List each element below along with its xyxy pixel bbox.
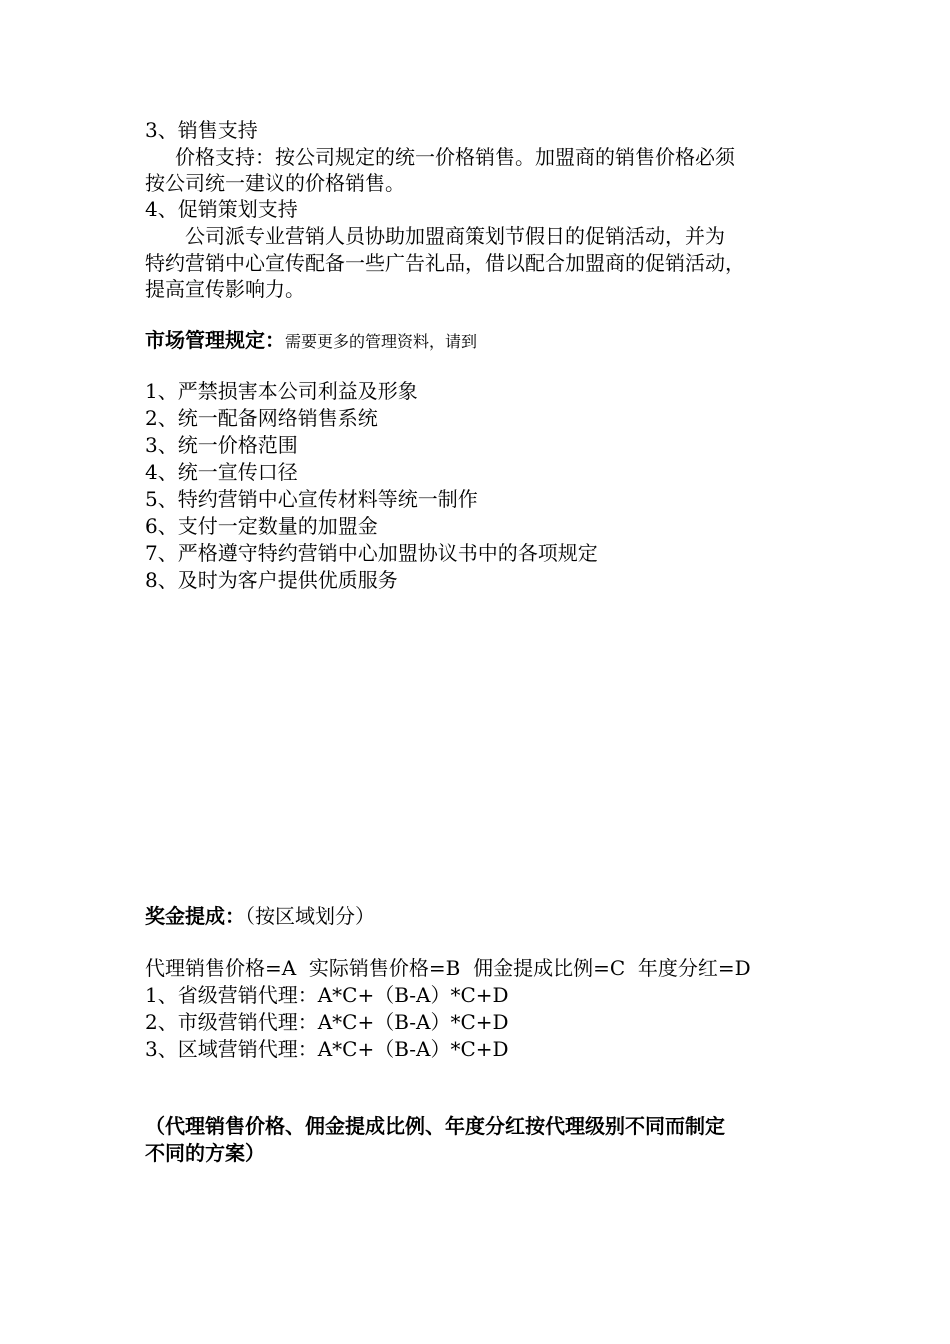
sales-support-heading: 3、销售支持 (145, 118, 258, 142)
bonus-formula-item: 2、市级营销代理：A*C+（B-A）*C+D (145, 1010, 509, 1034)
bonus-formula-item: 1、省级营销代理：A*C+（B-A）*C+D (145, 983, 509, 1007)
promotion-text-line3: 提高宣传影响力。 (145, 277, 305, 301)
market-rule-item: 1、严禁损害本公司利益及形象 (145, 379, 418, 403)
market-rules-note: 需要更多的管理资料，请到 (285, 332, 478, 351)
market-rules-title: 市场管理规定： (145, 328, 285, 352)
bonus-definitions: 代理销售价格=A 实际销售价格=B 佣金提成比例=C 年度分红=D (145, 956, 751, 980)
bonus-formula-item: 3、区域营销代理：A*C+（B-A）*C+D (145, 1037, 509, 1061)
promotion-text-line2: 特约营销中心宣传配备一些广告礼品，借以配合加盟商的促销活动， (145, 251, 745, 275)
bonus-title: 奖金提成： (145, 904, 245, 928)
market-rule-item: 3、统一价格范围 (145, 433, 298, 457)
promotion-text-line1: 公司派专业营销人员协助加盟商策划节假日的促销活动，并为 (185, 224, 725, 248)
market-rules-header (145, 327, 477, 355)
bonus-note-line1: （代理销售价格、佣金提成比例、年度分红按代理级别不同而制定 (145, 1114, 725, 1138)
market-rule-item: 8、及时为客户提供优质服务 (145, 568, 398, 592)
bonus-subtitle: （按区域划分） (245, 904, 375, 928)
price-support-text-line1: 价格支持：按公司规定的统一价格销售。加盟商的销售价格必须 (175, 145, 735, 169)
market-rule-item: 7、严格遵守特约营销中心加盟协议书中的各项规定 (145, 541, 598, 565)
bonus-note-line2: 不同的方案） (145, 1141, 265, 1165)
price-support-text-line2: 按公司统一建议的价格销售。 (145, 171, 405, 195)
market-rule-item: 6、支付一定数量的加盟金 (145, 514, 378, 538)
market-rule-item: 4、统一宣传口径 (145, 460, 298, 484)
market-rule-item: 2、统一配备网络销售系统 (145, 406, 378, 430)
bonus-header (145, 903, 375, 929)
promotion-support-heading: 4、促销策划支持 (145, 197, 298, 221)
market-rule-item: 5、特约营销中心宣传材料等统一制作 (145, 487, 478, 511)
